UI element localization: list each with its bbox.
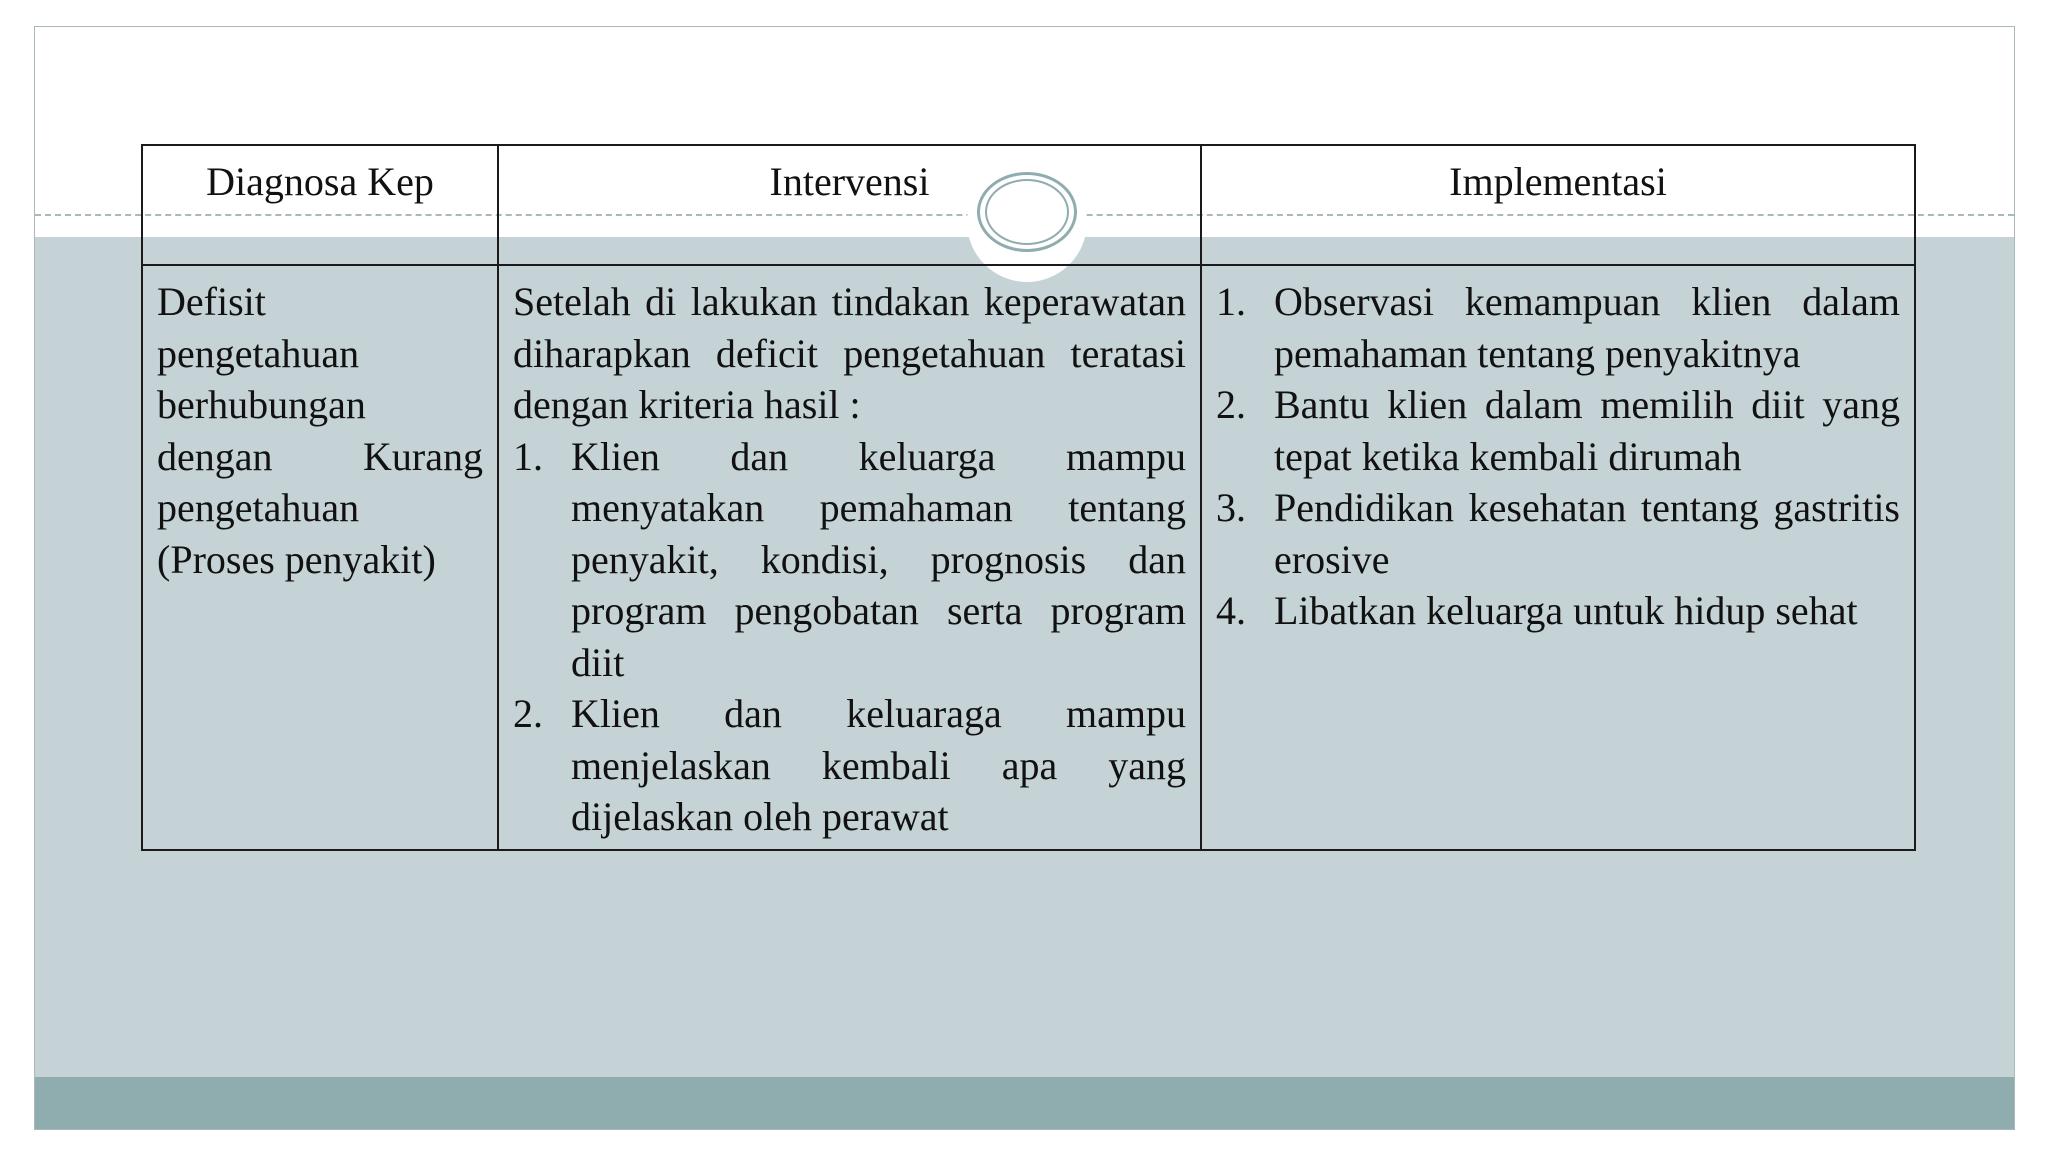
- intervensi-cell: [498, 265, 1201, 850]
- implementasi-cell: [1201, 265, 1915, 850]
- list-item: [1216, 482, 1900, 585]
- list-item-text: Klien dan keluarga mampu menyatakan pemahaman tentang penyakit, kondisi, prognosis dan program pengobatan serta program diit: [571, 433, 1186, 685]
- implementasi-list: [1216, 276, 1900, 637]
- list-item-text: Observasi kemampuan klien dalam pemahaman tentang penyakitnya: [1274, 279, 1900, 376]
- list-item: [1216, 585, 1900, 637]
- diagnosa-cell: [142, 265, 498, 850]
- list-item: [513, 431, 1186, 689]
- list-item-text: Klien dan keluaraga mampu menjelaskan kembali apa yang dijelaskan oleh perawat: [571, 691, 1186, 839]
- list-item-text: Bantu klien dalam memilih diit yang tepat ketika kembali dirumah: [1274, 382, 1900, 479]
- diagnosa-line: berhubungan: [157, 382, 366, 427]
- header-intervensi: Intervensi: [498, 145, 1201, 265]
- footer-band: [35, 1077, 2014, 1130]
- diagnosa-line: dengan Kurang: [157, 433, 483, 479]
- diagnosa-line: pengetahuan: [157, 485, 360, 530]
- list-item-number: 1.: [1216, 279, 1246, 324]
- header-diagnosa: Diagnosa Kep: [142, 145, 498, 265]
- diagnosa-line: pengetahuan: [157, 330, 360, 376]
- list-item-text: Libatkan keluarga untuk hidup sehat: [1274, 588, 1858, 633]
- list-item-number: 4.: [1216, 588, 1246, 633]
- table-row: [142, 265, 1915, 850]
- diagnosa-line: (Proses penyakit): [157, 536, 436, 582]
- list-item-number: 2.: [513, 691, 543, 736]
- list-item-number: 1.: [513, 433, 543, 479]
- list-item: [513, 688, 1186, 843]
- list-item-number: 3.: [1216, 485, 1246, 530]
- diagnosa-line: Defisit: [157, 279, 266, 324]
- intervensi-intro: Setelah di lakukan tindakan keperawatan diharapkan deficit pengetahuan teratasi dengan kriteria hasil :: [513, 279, 1186, 427]
- list-item-text: Pendidikan kesehatan tentang gastritis erosive: [1274, 485, 1900, 582]
- header-implementasi: Implementasi: [1201, 145, 1915, 265]
- table-header-row: [142, 145, 1915, 265]
- list-item-number: 2.: [1216, 382, 1246, 427]
- list-item: [1216, 276, 1900, 379]
- nursing-care-table: [141, 144, 1916, 851]
- intervensi-list: [513, 431, 1186, 843]
- list-item: [1216, 379, 1900, 482]
